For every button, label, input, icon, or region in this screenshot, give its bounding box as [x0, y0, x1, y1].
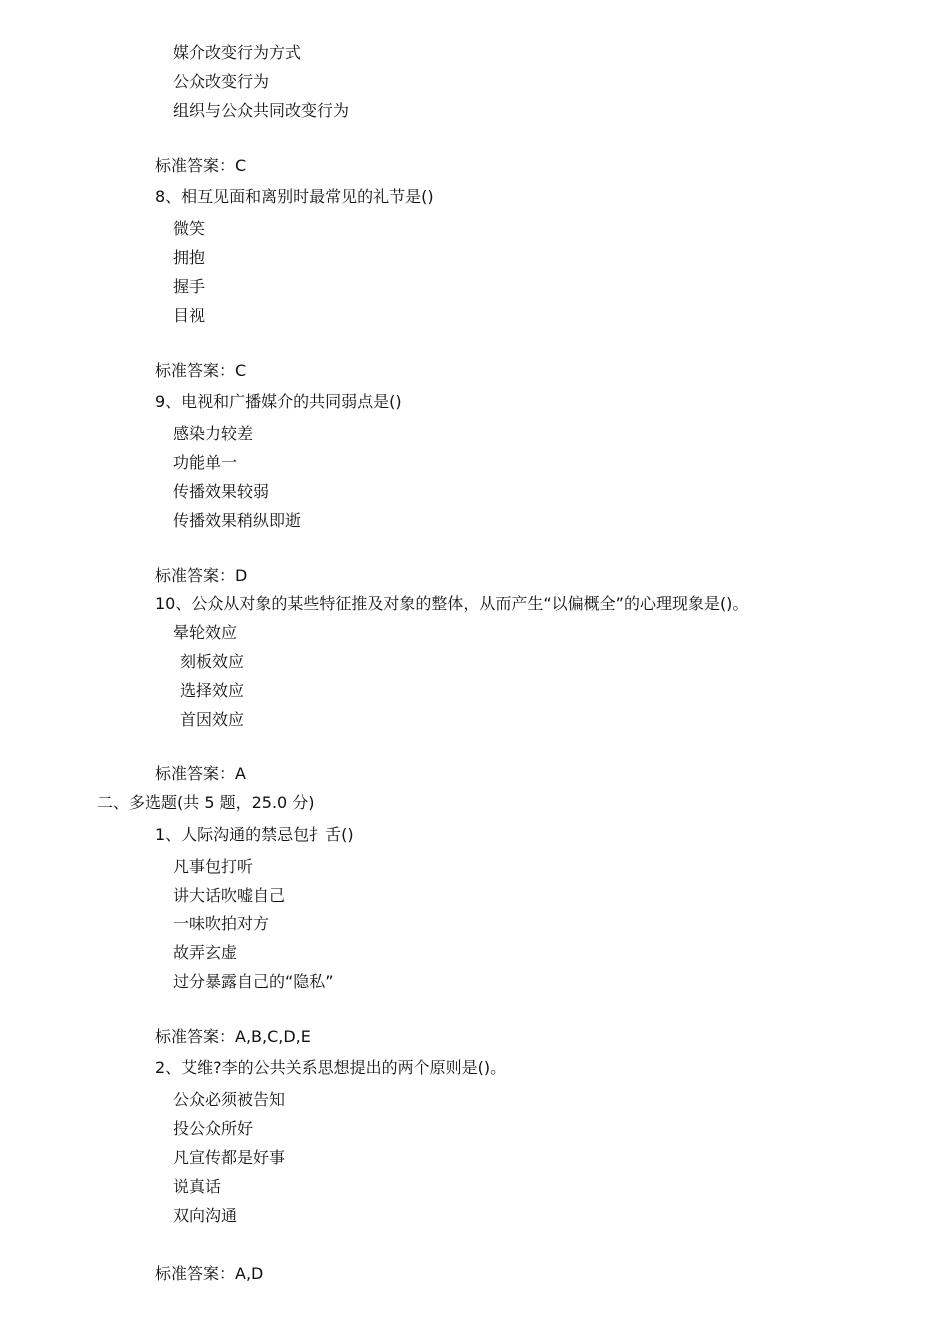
option-text: 故弄玄虚 — [173, 943, 238, 962]
standard-answer: 标准答案：A — [155, 764, 246, 783]
option-text: 双向沟通 — [173, 1206, 238, 1225]
option-text: 传播效果稍纵即逝 — [173, 511, 302, 530]
option-text: 感染力较差 — [173, 424, 254, 443]
question-text: 9、电视和广播媒介的共同弱点是() — [155, 392, 402, 411]
option-text: 凡宣传都是好事 — [173, 1148, 286, 1167]
question-text: 8、相互见面和离别时最常见的礼节是() — [155, 187, 434, 206]
option-text: 传播效果较弱 — [173, 482, 270, 501]
option-text: 首因效应 — [180, 710, 245, 729]
option-text: 说真话 — [173, 1177, 222, 1196]
option-text: 公众改变行为 — [173, 72, 270, 91]
option-text: 投公众所好 — [173, 1119, 254, 1138]
option-text: 凡事包打听 — [173, 857, 254, 876]
option-text: 目视 — [173, 306, 206, 325]
option-text: 刻板效应 — [180, 652, 245, 671]
option-text: 一味吹拍对方 — [173, 914, 270, 933]
option-text: 组织与公众共同改变行为 — [173, 101, 350, 120]
option-text: 过分暴露自己的“隐私” — [173, 972, 334, 991]
option-text: 功能单一 — [173, 453, 238, 472]
standard-answer: 标准答案：D — [155, 566, 248, 585]
standard-answer: 标准答案：A,B,C,D,E — [155, 1027, 311, 1046]
option-text: 公众必须被告知 — [173, 1090, 286, 1109]
option-text: 拥抱 — [173, 248, 206, 267]
standard-answer: 标准答案：A,D — [155, 1264, 264, 1283]
option-text: 媒介改变行为方式 — [173, 43, 302, 62]
option-text: 选择效应 — [180, 681, 245, 700]
question-text: 2、艾维?李的公共关系思想提出的两个原则是()。 — [155, 1058, 507, 1077]
section-heading: 二、多选题(共 5 题，25.0 分) — [97, 793, 315, 812]
question-text: 10、公众从对象的某些特征推及对象的整体，从而产生“以偏概全”的心理现象是()。 — [155, 594, 749, 613]
standard-answer: 标准答案：C — [155, 156, 247, 175]
option-text: 握手 — [173, 277, 206, 296]
option-text: 讲大话吹嘘自己 — [173, 886, 286, 905]
standard-answer: 标准答案：C — [155, 361, 247, 380]
question-text: 1、人际沟通的禁忌包扌舌() — [155, 825, 354, 844]
option-text: 晕轮效应 — [173, 623, 238, 642]
option-text: 微笑 — [173, 219, 206, 238]
